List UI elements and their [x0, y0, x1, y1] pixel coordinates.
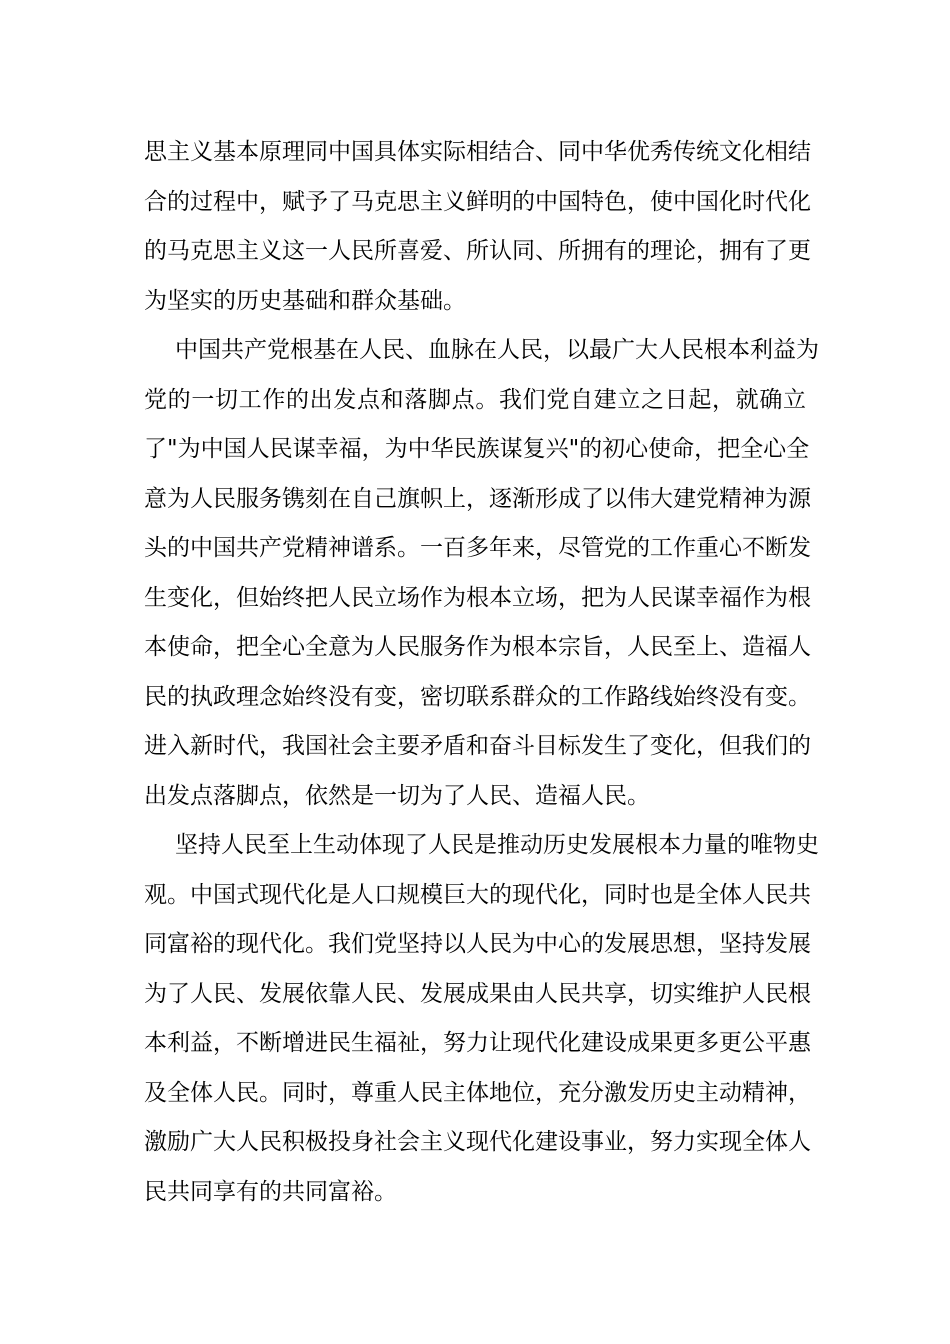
text-line: 生变化，但始终把人民立场作为根本立场，把为人民谋幸福作为根 — [144, 584, 811, 611]
text-line: 民的执政理念始终没有变，密切联系群众的工作路线始终没有变。 — [144, 683, 811, 710]
text-line: 同富裕的现代化。我们党坚持以人民为中心的发展思想，坚持发展 — [144, 931, 811, 957]
text-line: 观。中国式现代化是人口规模巨大的现代化，同时也是全体人民共 — [144, 881, 811, 908]
text-line: 头的中国共产党精神谱系。一百多年来，尽管党的工作重心不断发 — [144, 535, 811, 561]
text-line: 党的一切工作的出发点和落脚点。我们党自建立之日起，就确立 — [144, 386, 806, 413]
document-body — [144, 128, 819, 1217]
text-line: 本利益，不断增进民生福祉，努力让现代化建设成果更多更公平惠 — [144, 1030, 811, 1056]
text-line: 合的过程中，赋予了马克思主义鲜明的中国特色，使中国化时代化 — [144, 188, 811, 215]
text-line: 了"为中国人民谋幸福，为中华民族谋复兴"的初心使命，把全心全 — [144, 436, 810, 462]
text-line: 为了人民、发展依靠人民、发展成果由人民共享，切实维护人民根 — [144, 980, 811, 1007]
text-line: 思主义基本原理同中国具体实际相结合、同中华优秀传统文化相结 — [144, 139, 811, 165]
text-line: 中国共产党根基在人民、血脉在人民，以最广大人民根本利益为 — [175, 337, 819, 363]
paragraph-1 — [144, 128, 811, 326]
text-line: 的马克思主义这一人民所喜爱、所认同、所拥有的理论，拥有了更 — [144, 238, 811, 264]
text-line: 及全体人民。同时，尊重人民主体地位，充分激发历史主动精神， — [144, 1079, 811, 1106]
text-line: 意为人民服务镌刻在自己旗帜上，逐渐形成了以伟大建党精神为源 — [144, 485, 811, 512]
text-line: 激励广大人民积极投身社会主义现代化建设事业，努力实现全体人 — [144, 1129, 811, 1155]
text-line: 为坚实的历史基础和群众基础。 — [144, 287, 466, 314]
text-line: 进入新时代，我国社会主要矛盾和奋斗目标发生了变化，但我们的 — [144, 733, 811, 759]
paragraph-3 — [144, 821, 819, 1217]
text-line: 民共同享有的共同富裕。 — [144, 1178, 397, 1205]
text-line: 本使命，把全心全意为人民服务作为根本宗旨，人民至上、造福人 — [144, 634, 811, 660]
paragraph-2 — [144, 326, 819, 821]
text-line: 坚持人民至上生动体现了人民是推动历史发展根本力量的唯物史 — [175, 832, 819, 858]
text-line: 出发点落脚点，依然是一切为了人民、造福人民。 — [144, 782, 650, 809]
